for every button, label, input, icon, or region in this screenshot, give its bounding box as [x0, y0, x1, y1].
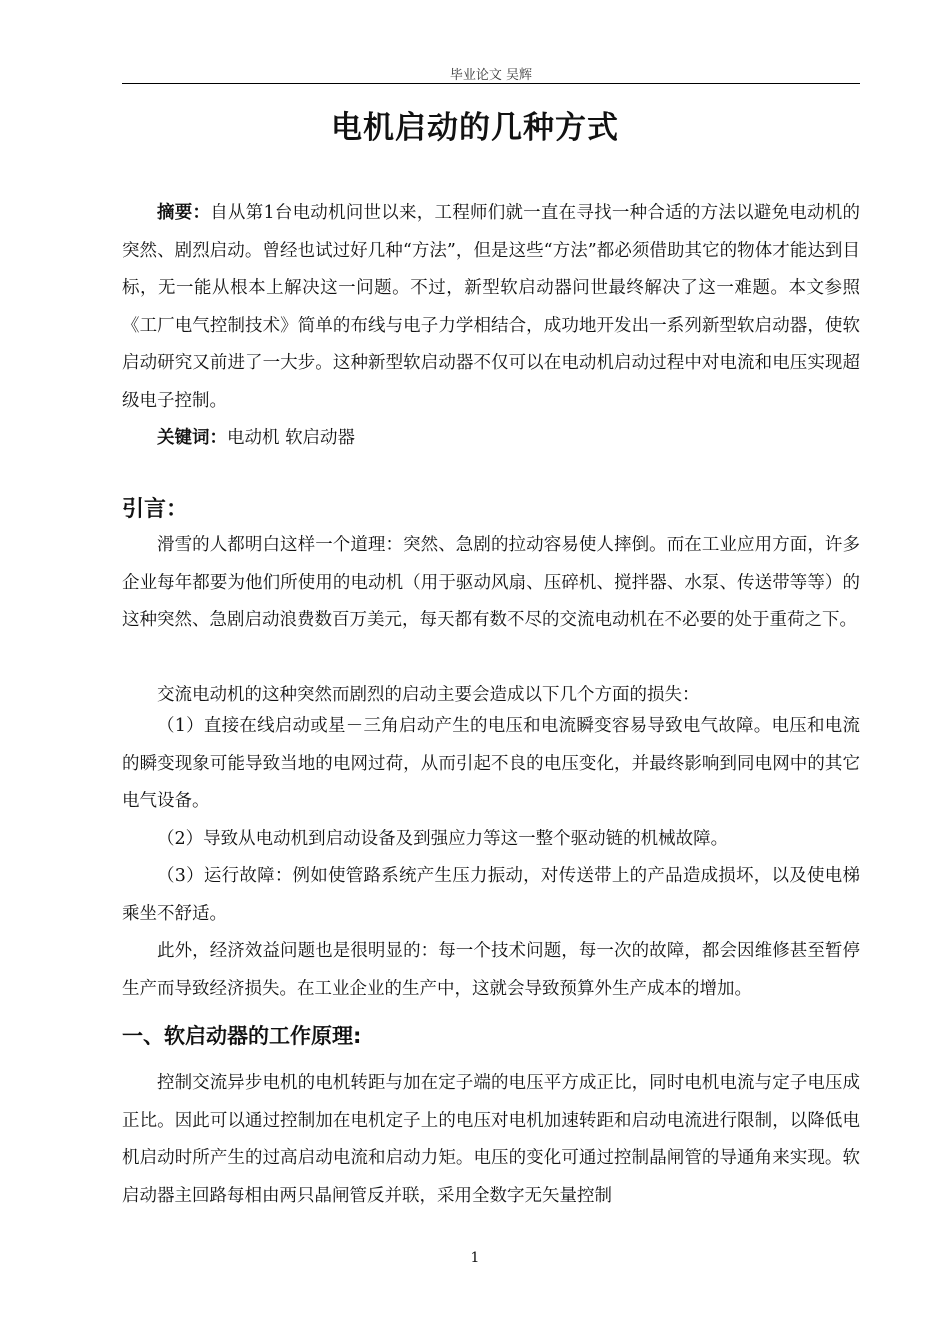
section-1-paragraph: 控制交流异步电机的电机转距与加在定子端的电压平方成正比，同时电机电流与定子电压成正比。因此可以通过控制加在电机定子上的电压对电机加速转距和启动电流进行限制，以降低电机启动时所产生的过高启动电流和启动力矩。电压的变化可通过控制晶闸管的导通角来实现。软启动器主回路每相由两只晶闸管反并联，采用全数字无矢量控制	[122, 1073, 860, 1206]
intro-paragraph-3: （1）直接在线启动或星－三角启动产生的电压和电流瞬变容易导致电气故障。电压和电流的瞬变现象可能导致当地的电网过荷，从而引起不良的电压变化，并最终影响到同电网中的其它电气设备。	[122, 716, 860, 811]
page-number: 1	[470, 1250, 480, 1266]
abstract-label: 摘要：	[157, 203, 211, 223]
intro-paragraph-5: （3）运行故障：例如使管路系统产生压力振动，对传送带上的产品造成损坏，以及使电梯乘坐不舒适。	[122, 866, 860, 924]
intro-paragraph-1: 滑雪的人都明白这样一个道理：突然、急剧的拉动容易使人摔倒。而在工业应用方面，许多企业每年都要为他们所使用的电动机（用于驱动风扇、压碎机、搅拌器、水泵、传送带等等）的这种突然、急剧启动浪费数百万美元，每天都有数不尽的交流电动机在不必要的处于重荷之下。	[122, 535, 860, 630]
intro-paragraph-2: 交流电动机的这种突然而剧烈的启动主要会造成以下几个方面的损失：	[157, 685, 700, 705]
intro-paragraph-6: 此外，经济效益问题也是很明显的：每一个技术问题，每一次的故障，都会因维修甚至暂停生产而导致经济损失。在工业企业的生产中，这就会导致预算外生产成本的增加。	[122, 941, 860, 999]
intro-heading: 引言：	[122, 497, 189, 522]
page-header: 毕业论文 吴辉	[449, 68, 533, 83]
abstract-text: 自从第1台电动机问世以来，工程师们就一直在寻找一种合适的方法以避免电动机的突然、剧烈启动。曾经也试过好几种“方法”，但是这些“方法”都必须借助其它的物体才能达到目标，无一能从根本上解决这一问题。不过，新型软启动器问世最终解决了这一难题。本文参照《工厂电气控制技术》简单的布线与电子力学相结合，成功地开发出一系列新型软启动器，使软启动研究又前进了一大步。这种新型软启动器不仅可以在电动机启动过程中对电流和电压实现超级电子控制。	[122, 203, 861, 411]
keywords-label: 关键词：	[157, 428, 227, 448]
abstract-paragraph	[122, 195, 860, 420]
section-1-heading: 一、软启动器的工作原理:	[122, 1024, 362, 1048]
header-rule	[122, 83, 860, 84]
keywords-line	[122, 420, 860, 458]
document-title: 电机启动的几种方式	[331, 110, 619, 146]
keywords-text: 电动机 软启动器	[227, 428, 356, 448]
intro-paragraph-4: （2）导致从电动机到启动设备及到强应力等这一整个驱动链的机械故障。	[157, 829, 729, 849]
